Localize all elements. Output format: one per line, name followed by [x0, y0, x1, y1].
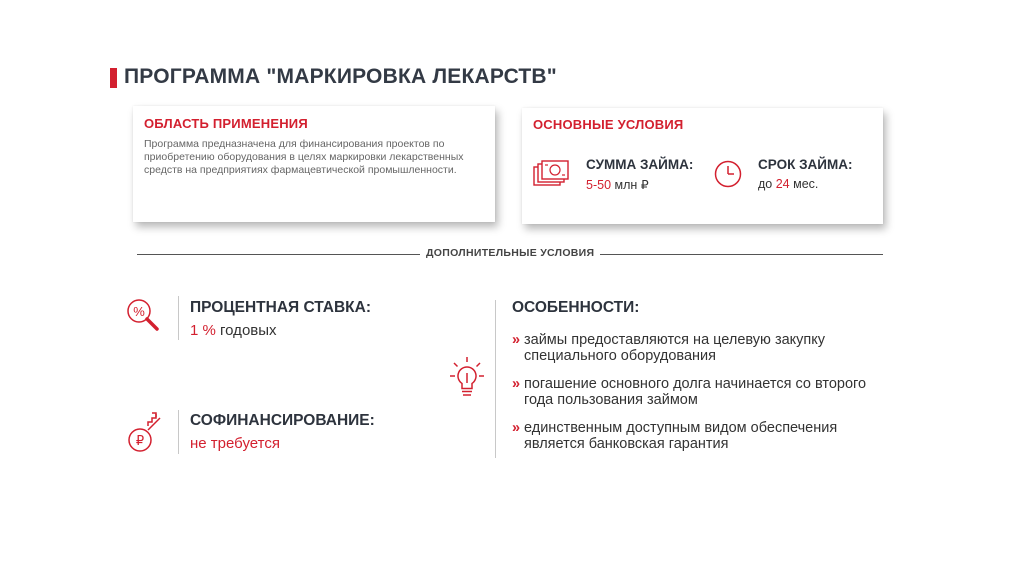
vertical-rule-left-2 — [178, 410, 179, 454]
clock-icon — [713, 159, 743, 189]
vertical-rule-left — [178, 296, 179, 340]
main-conditions-card — [522, 108, 883, 224]
cofinancing-label: СОФИНАНСИРОВАНИЕ: — [190, 412, 375, 429]
bullet-marker: » — [512, 420, 521, 436]
bullet-marker: » — [512, 332, 521, 348]
features-label: ОСОБЕННОСТИ: — [512, 299, 640, 316]
features-list — [512, 332, 892, 464]
scope-card — [133, 106, 495, 222]
loan-amount-value — [586, 177, 649, 192]
vertical-rule-right — [495, 300, 496, 458]
ruble-growth-icon — [126, 412, 166, 454]
bullet-marker: » — [512, 376, 521, 392]
loan-term-label: СРОК ЗАЙМА: — [758, 157, 853, 172]
loan-amount-unit: млн ₽ — [614, 178, 649, 192]
loan-amount-label: СУММА ЗАЙМА: — [586, 157, 694, 172]
loan-term-number: 24 — [775, 177, 790, 191]
loan-term-prefix: до — [758, 177, 773, 191]
loan-term-value — [758, 177, 818, 191]
list-item — [512, 420, 892, 452]
interest-value — [190, 322, 277, 339]
percent-magnifier-icon — [124, 297, 164, 335]
interest-label: ПРОЦЕНТНАЯ СТАВКА: — [190, 299, 371, 316]
title-accent-bar — [110, 68, 117, 88]
feature-text: займы предоставляются на целевую закупку специального оборудования — [524, 332, 826, 364]
list-item — [512, 332, 892, 364]
feature-text: единственным доступным видом обеспечения является банковская гарантия — [524, 420, 838, 452]
main-conditions-heading: ОСНОВНЫЕ УСЛОВИЯ — [533, 117, 684, 132]
svg-text:%: % — [133, 304, 145, 319]
loan-amount-number: 5-50 — [586, 178, 612, 192]
interest-number: 1 % — [190, 322, 216, 339]
interest-unit: годовых — [220, 322, 277, 339]
scope-text: Программа предназначена для финансирования проектов по приобретению оборудования в целях маркировки лекарственных средств на предприятиях фармацевтической промышленности. — [144, 138, 464, 176]
feature-text: погашение основного долга начинается со второго года пользования займом — [524, 376, 867, 408]
divider-line-left — [137, 254, 420, 255]
cofinancing-value: не требуется — [190, 435, 280, 452]
list-item — [512, 376, 892, 408]
money-icon — [532, 160, 570, 188]
page-title: ПРОГРАММА "МАРКИРОВКА ЛЕКАРСТВ" — [124, 65, 557, 88]
lightbulb-icon — [448, 355, 486, 401]
additional-conditions-divider: ДОПОЛНИТЕЛЬНЫЕ УСЛОВИЯ — [426, 247, 595, 259]
divider-line-right — [600, 254, 883, 255]
svg-text:₽: ₽ — [135, 434, 145, 449]
loan-term-unit: мес. — [793, 177, 819, 191]
scope-heading: ОБЛАСТЬ ПРИМЕНЕНИЯ — [144, 116, 308, 131]
